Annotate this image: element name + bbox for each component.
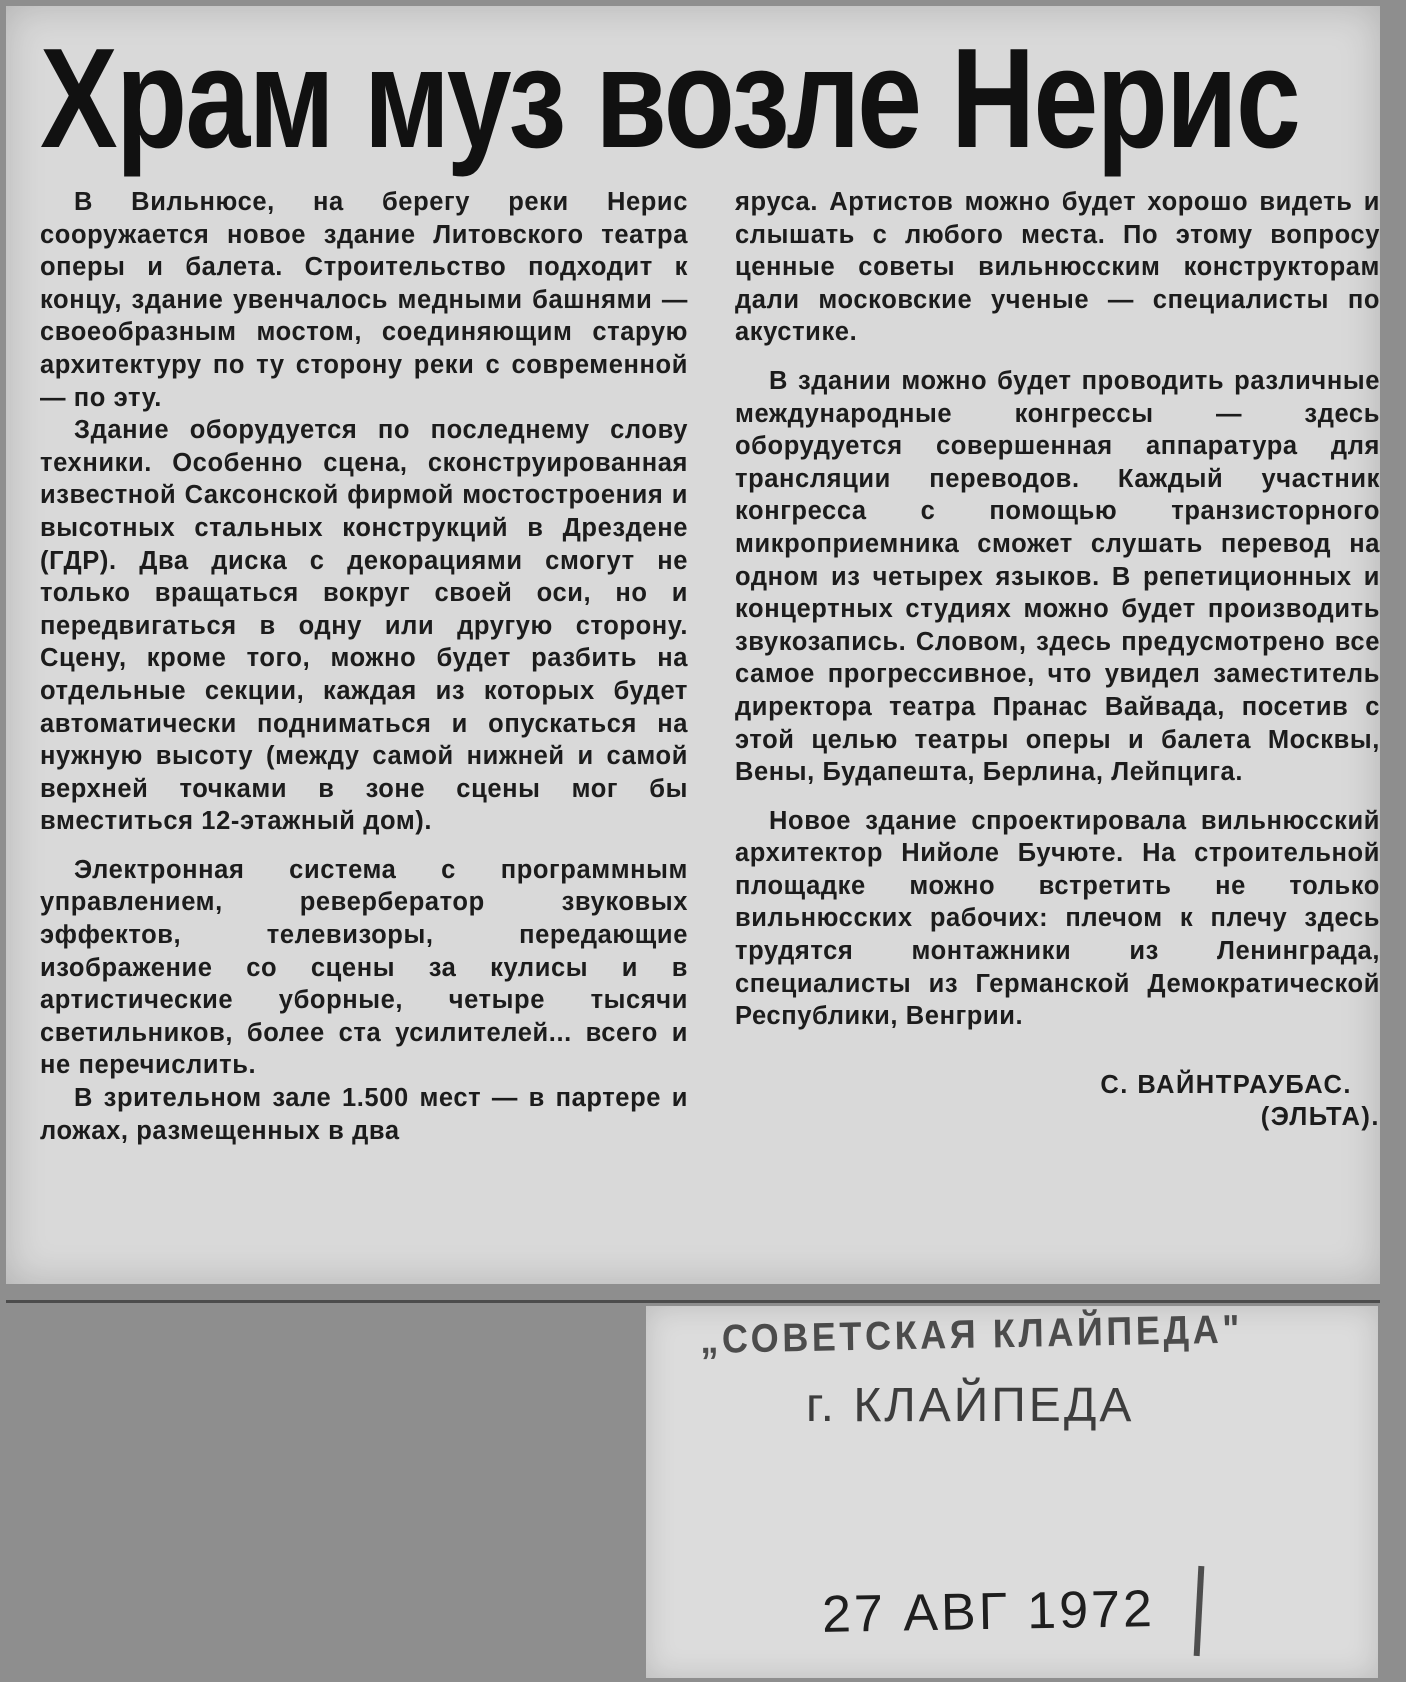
article-column-left: [40, 186, 688, 1147]
paragraph: Здание оборудуется по последнему слову техники. Особенно сцена, сконструированная известной Саксонской фирмой мостостроения и высотных стальных конструкций в Дрездене (ГДР). Два диска с декорациями смогут не только вращаться вокруг своей оси, но и передвигаться в одну или другую сторону. Сцену, кроме того, можно будет разбить на отдельные секции, каждая из которых будет автоматически подниматься и опускаться на нужную высоту (между самой нижней и самой верхней точками в зоне сцены мог бы вместиться 12-этажный дом).: [40, 416, 688, 836]
paragraph: В зрительном зале 1.500 мест — в партере и ложах, размещенных в два: [40, 1084, 688, 1145]
paragraph: Новое здание спроектировала вильнюсский архитектор Нийоле Бучюте. На строительной площадке можно встретить не только вильнюсских рабочих: плечом к плечу здесь трудятся монтажники из Ленинграда, специалисты из Германской Демократической Республики, Венгрии.: [735, 806, 1380, 1031]
stamp-date: 27 АВГ 1972: [821, 1580, 1156, 1644]
paragraph: Электронная система с программным управлением, ревербератор звуковых эффектов, телевизоры, передающие изображение со сцены за кулисы и в артистические уборные, четыре тысячи светильников, более ста усилителей... всего и не перечислить.: [40, 855, 688, 1080]
news-agency: (ЭЛЬТА).: [1260, 1103, 1380, 1132]
author-signature: С. ВАЙНТРАУБАС.: [1100, 1070, 1352, 1099]
paragraph: В здании можно будет проводить различные международные конгрессы — здесь оборудуется совершенная аппаратура для трансляции переводов. Каждый участник конгресса с помощью транзисторного микроприемника сможет слушать перевод на одном из четырех языков. В репетиционных и концертных студиях можно будет производить звукозапись. Словом, здесь предусмотрено все самое прогрессивное, что увидел заместитель директора театра Пранас Вайвада, посетив с этой целью театры оперы и балета Москвы, Вены, Будапешта, Берлина, Лейпцига.: [735, 366, 1380, 787]
article-headline: Храм муз возле Нерис: [40, 19, 1300, 178]
ink-mark: [1194, 1566, 1205, 1656]
stamp-city: г. КЛАЙПЕДА: [806, 1379, 1135, 1432]
archive-stamp-card: [646, 1306, 1378, 1678]
paragraph: В Вильнюсе, на берегу реки Нерис сооружается новое здание Литовского театра оперы и балета. Строительство подходит к концу, здание увенчалось медными башнями — своеобразным мостом, соединяющим старую архитектуру по ту сторону реки с современной — по эту.: [40, 188, 688, 412]
article-column-right: [735, 186, 1380, 1134]
stamp-newspaper-name: „СОВЕТСКАЯ КЛАЙПЕДА": [700, 1307, 1244, 1362]
paragraph: яруса. Артистов можно будет хорошо видеть и слышать с любого места. По этому вопросу ценные советы вильнюсским конструкторам дали московские ученые — специалисты по акустике.: [735, 188, 1380, 347]
newspaper-clipping: [6, 6, 1380, 1284]
divider-line: [6, 1300, 1380, 1303]
